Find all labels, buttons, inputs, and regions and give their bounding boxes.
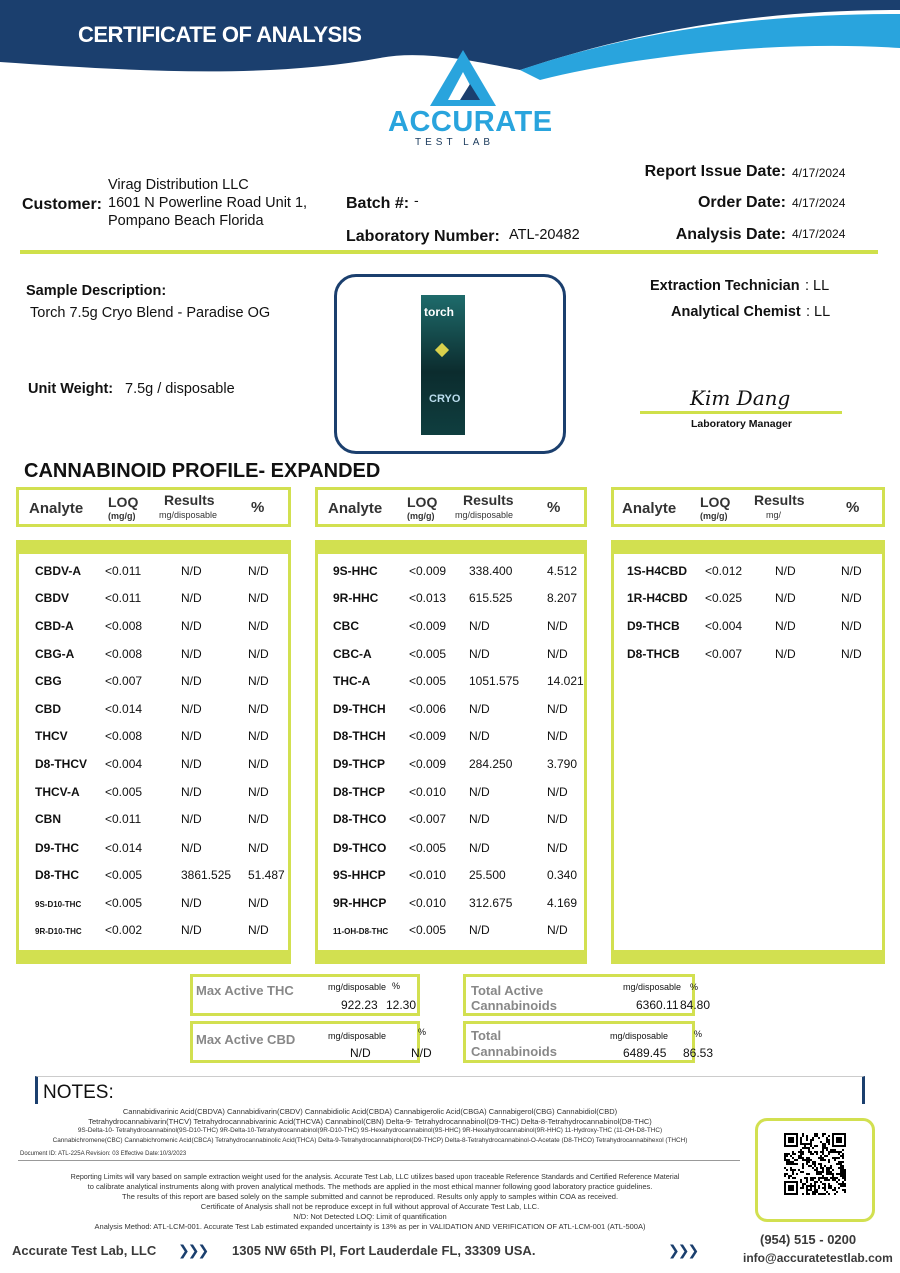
cell-loq: <0.005 bbox=[409, 674, 447, 688]
cell-result: N/D bbox=[181, 757, 202, 771]
unit-weight-label: Unit Weight: bbox=[28, 381, 114, 397]
total-pct-label: % bbox=[694, 1029, 703, 1039]
cell-result: N/D bbox=[469, 729, 490, 743]
analytical-chemist-label: Analytical Chemist bbox=[671, 304, 801, 320]
cell-result: 1051.575 bbox=[469, 674, 520, 688]
cell-result: N/D bbox=[469, 619, 490, 633]
cell-result: N/D bbox=[181, 923, 202, 937]
cell-loq: <0.007 bbox=[409, 812, 447, 826]
laboratory-manager-label: Laboratory Manager bbox=[691, 418, 792, 430]
cell-result: N/D bbox=[181, 564, 202, 578]
footer-address: 1305 NW 65th Pl, Fort Lauderdale FL, 33309 USA. bbox=[232, 1243, 536, 1258]
table-row bbox=[19, 757, 288, 777]
cell-analyte: D8-THCV bbox=[35, 757, 88, 771]
cell-pct: N/D bbox=[248, 619, 269, 633]
header-loq: LOQ bbox=[407, 494, 438, 510]
glossary-line: Tetrahydrocannabivarin(THCV) Tetrahydrocannabivarinic Acid(THCVA) Cannabinol(CBN) Delta-9- Tetrahydrocannabinol(D9-THC) Delta-8-Tetrahydrocannabinol(D8-THC) bbox=[88, 1117, 652, 1126]
table-bar-bottom bbox=[614, 950, 882, 964]
cell-pct: N/D bbox=[841, 564, 862, 578]
cell-analyte: THC-A bbox=[333, 674, 371, 688]
cannabinoid-table-1 bbox=[16, 540, 291, 964]
cell-pct: N/D bbox=[547, 923, 568, 937]
notes-divider bbox=[18, 1160, 740, 1161]
total-label2: Cannabinoids bbox=[471, 1044, 557, 1059]
cell-pct: N/D bbox=[248, 729, 269, 743]
cell-loq: <0.009 bbox=[409, 564, 447, 578]
cell-loq: <0.002 bbox=[105, 923, 143, 937]
logo-triangle-icon bbox=[430, 50, 496, 106]
cell-pct: 14.021 bbox=[547, 674, 584, 688]
cell-pct: N/D bbox=[248, 674, 269, 688]
product-line: CRYO bbox=[429, 393, 461, 405]
cell-pct: N/D bbox=[248, 896, 269, 910]
cell-result: N/D bbox=[775, 619, 796, 633]
table-bar-bottom bbox=[318, 950, 584, 964]
total-active-unit: mg/disposable bbox=[623, 982, 682, 992]
cell-analyte: CBN bbox=[35, 812, 61, 826]
disclaimer-line: Reporting Limits will vary based on sample extraction weight used for the analysis. Accurate Test Lab, LLC utilizes based upon traceable Reference Standards and Certified Reference Material bbox=[70, 1172, 680, 1181]
cell-result: N/D bbox=[775, 591, 796, 605]
cell-loq: <0.007 bbox=[705, 647, 743, 661]
table-header-3 bbox=[611, 487, 885, 527]
cell-analyte: CBC-A bbox=[333, 647, 372, 661]
table-row bbox=[318, 812, 584, 832]
cell-result: N/D bbox=[775, 647, 796, 661]
cell-analyte: 11-OH-D8-THC bbox=[333, 927, 389, 936]
product-image bbox=[421, 295, 465, 435]
cell-loq: <0.005 bbox=[409, 841, 447, 855]
cell-loq: <0.005 bbox=[409, 923, 447, 937]
cell-analyte: 9S-HHCP bbox=[333, 868, 386, 882]
cell-analyte: CBG bbox=[35, 674, 62, 688]
cell-analyte: D8-THCP bbox=[333, 785, 386, 799]
table-row bbox=[19, 647, 288, 667]
extraction-technician-value: : LL bbox=[805, 278, 830, 294]
table-row bbox=[318, 757, 584, 777]
cell-loq: <0.005 bbox=[105, 785, 143, 799]
cell-result: N/D bbox=[181, 896, 202, 910]
table-header-2 bbox=[315, 487, 587, 527]
notes-box bbox=[35, 1076, 865, 1104]
cell-analyte: D8-THC bbox=[35, 868, 79, 882]
cell-analyte: 9R-HHCP bbox=[333, 896, 387, 910]
disclaimer-line: Analysis Method: ATL-LCM-001. Accurate Test Lab estimated expanded uncertainty is 13% as per in VALIDATION AND VERIFICATION OF ATL-LCM-001 (ATL-500A) bbox=[94, 1222, 646, 1231]
footer-phone[interactable]: (954) 515 - 0200 bbox=[760, 1232, 857, 1247]
cell-pct: N/D bbox=[841, 647, 862, 661]
cell-result: N/D bbox=[775, 564, 796, 578]
cell-analyte: D8-THCB bbox=[627, 647, 680, 661]
table-row bbox=[19, 868, 288, 888]
cell-result: N/D bbox=[181, 785, 202, 799]
header-results: Results bbox=[463, 492, 514, 508]
table-row bbox=[19, 729, 288, 749]
customer-info bbox=[108, 176, 307, 230]
cell-loq: <0.011 bbox=[105, 564, 142, 578]
cell-analyte: 9S-D10-THC bbox=[35, 900, 82, 909]
lab-number-label: Laboratory Number: bbox=[346, 228, 500, 245]
total-active-pct-label: % bbox=[690, 982, 699, 992]
customer-address-line2: Pompano Beach Florida bbox=[108, 213, 264, 229]
cannabinoid-table-2 bbox=[315, 540, 587, 964]
cell-analyte: 9R-HHC bbox=[333, 591, 379, 605]
logo-subtext: TEST LAB bbox=[415, 137, 495, 148]
cell-result: 312.675 bbox=[469, 896, 513, 910]
header-pct: % bbox=[846, 499, 860, 516]
report-issue-date-label: Report Issue Date: bbox=[644, 163, 786, 180]
cell-loq: <0.025 bbox=[705, 591, 743, 605]
cell-result: N/D bbox=[469, 702, 490, 716]
header-loq: LOQ bbox=[108, 494, 139, 510]
cell-analyte: CBD-A bbox=[35, 619, 74, 633]
arrow-icon: ❯❯❯ bbox=[668, 1242, 698, 1258]
table-row bbox=[318, 564, 584, 584]
order-date-label: Order Date: bbox=[697, 194, 786, 211]
table-bar-top bbox=[614, 540, 882, 554]
header-results-unit: mg/disposable bbox=[159, 510, 218, 520]
cell-loq: <0.010 bbox=[409, 785, 447, 799]
glossary-line: Cannabidivarinic Acid(CBDVA) Cannabidivarin(CBDV) Cannabidiolic Acid(CBDA) Cannabigerolic Acid(CBGA) Cannabigerol(CBG) Cannabidiol(CBD) bbox=[122, 1107, 618, 1116]
cell-loq: <0.008 bbox=[105, 619, 143, 633]
table-row bbox=[19, 591, 288, 611]
header-analyte: Analyte bbox=[622, 500, 677, 517]
cell-loq: <0.012 bbox=[705, 564, 743, 578]
qr-code-frame bbox=[755, 1118, 875, 1222]
cell-loq: <0.004 bbox=[105, 757, 143, 771]
cell-loq: <0.013 bbox=[409, 591, 447, 605]
cell-pct: N/D bbox=[248, 647, 269, 661]
divider bbox=[20, 250, 878, 254]
table-row bbox=[19, 923, 288, 943]
max-active-cbd-mg: N/D bbox=[350, 1046, 371, 1060]
cell-result: 284.250 bbox=[469, 757, 513, 771]
cell-loq: <0.007 bbox=[105, 674, 143, 688]
cell-pct: N/D bbox=[248, 785, 269, 799]
cell-result: N/D bbox=[181, 619, 202, 633]
cell-analyte: CBDV-A bbox=[35, 564, 82, 578]
document-info: Document ID: ATL-225A Revision: 03 Effective Date:10/3/2023 bbox=[20, 1151, 187, 1157]
glossary-line: 9S-Delta-10- Tetrahydrocannabinol(9S-D10-THC) 9R-Delta-10-Tetrahydrocannabinol(9R-D10-THC) 9S-Hexahydrocannabinol(9S-HHC) 9R-Hexahydrocannabinol(9R-HHC) 11-Hydroxy-THC (11-OH-D8-THC) bbox=[77, 1127, 663, 1134]
header-loq-unit: (mg/g) bbox=[407, 511, 435, 521]
cell-pct: 4.169 bbox=[547, 896, 578, 910]
table-row bbox=[318, 841, 584, 861]
total-pct: 86.53 bbox=[683, 1046, 714, 1060]
cell-loq: <0.014 bbox=[105, 841, 143, 855]
cell-result: N/D bbox=[181, 841, 202, 855]
cell-loq: <0.009 bbox=[409, 619, 447, 633]
header-loq-unit: (mg/g) bbox=[700, 511, 728, 521]
analysis-date-value: 4/17/2024 bbox=[792, 227, 846, 241]
max-active-thc-box bbox=[190, 974, 420, 1016]
diamond-icon bbox=[435, 343, 449, 357]
table-row bbox=[19, 674, 288, 694]
cell-analyte: D8-THCH bbox=[333, 729, 386, 743]
table-row bbox=[318, 729, 584, 749]
max-active-cbd-unit: mg/disposable bbox=[328, 1031, 387, 1041]
batch-label: Batch #: bbox=[346, 195, 410, 212]
max-active-cbd-pct-label: % bbox=[418, 1027, 427, 1037]
total-active-label1: Total Active bbox=[471, 983, 544, 998]
table-row bbox=[318, 702, 584, 722]
cell-result: 615.525 bbox=[469, 591, 513, 605]
table-bar-bottom bbox=[19, 950, 288, 964]
total-active-label2: Cannabinoids bbox=[471, 998, 557, 1013]
cell-loq: <0.009 bbox=[409, 757, 447, 771]
max-active-thc-pct: 12.30 bbox=[386, 998, 417, 1012]
table-row bbox=[318, 785, 584, 805]
cell-analyte: THCV bbox=[35, 729, 68, 743]
cell-analyte: CBD bbox=[35, 702, 61, 716]
table-row bbox=[19, 619, 288, 639]
total-active-mg: 6360.11 bbox=[636, 998, 679, 1012]
cell-analyte: 1R-H4CBD bbox=[627, 591, 688, 605]
table-row bbox=[318, 647, 584, 667]
cell-result: N/D bbox=[469, 647, 490, 661]
disclaimer-line: Certificate of Analysis shall not be reproduce except in full without approval of Accurate Test Lab, LLC. bbox=[200, 1202, 540, 1211]
table-row bbox=[318, 674, 584, 694]
max-active-thc-mg: 922.23 bbox=[341, 998, 378, 1012]
cell-pct: N/D bbox=[248, 757, 269, 771]
cell-result: N/D bbox=[469, 785, 490, 799]
cell-pct: N/D bbox=[248, 702, 269, 716]
cell-pct: N/D bbox=[841, 619, 862, 633]
cell-result: N/D bbox=[181, 729, 202, 743]
cell-result: 25.500 bbox=[469, 868, 506, 882]
max-active-cbd-box bbox=[190, 1021, 432, 1063]
logo-text: ACCURATE bbox=[388, 106, 553, 138]
cell-pct: N/D bbox=[547, 812, 568, 826]
profile-title: CANNABINOID PROFILE- EXPANDED bbox=[24, 460, 381, 482]
table-row bbox=[19, 702, 288, 722]
cell-pct: N/D bbox=[248, 812, 269, 826]
cell-loq: <0.005 bbox=[105, 868, 143, 882]
cell-result: N/D bbox=[469, 841, 490, 855]
cell-analyte: 1S-H4CBD bbox=[627, 564, 688, 578]
cell-loq: <0.009 bbox=[409, 729, 447, 743]
cell-result: N/D bbox=[181, 702, 202, 716]
cell-analyte: D9-THCB bbox=[627, 619, 680, 633]
qr-code-icon[interactable] bbox=[784, 1133, 846, 1195]
cell-analyte: D8-THCO bbox=[333, 812, 387, 826]
max-active-thc-label: Max Active THC bbox=[196, 983, 294, 998]
cell-loq: <0.010 bbox=[409, 868, 447, 882]
disclaimer-line: The results of this report are based solely on the sample submitted and cannot be reproduced. Results only apply to samples within COA as received. bbox=[121, 1192, 619, 1201]
header-pct: % bbox=[251, 499, 265, 516]
header-results-unit: mg/disposable bbox=[455, 510, 514, 520]
table-header-1 bbox=[16, 487, 291, 527]
total-label1: Total bbox=[471, 1028, 502, 1043]
header-results: Results bbox=[164, 492, 215, 508]
signature-line bbox=[640, 411, 842, 414]
total-active-cannabinoids-box bbox=[463, 974, 711, 1016]
cell-analyte: D9-THCO bbox=[333, 841, 387, 855]
cell-loq: <0.005 bbox=[409, 647, 447, 661]
table-row bbox=[19, 564, 288, 584]
cell-pct: 3.790 bbox=[547, 757, 578, 771]
cell-result: N/D bbox=[181, 674, 202, 688]
header-pct: % bbox=[547, 499, 561, 516]
extraction-technician-label: Extraction Technician bbox=[650, 278, 800, 294]
header-results-unit: mg/ bbox=[766, 510, 782, 520]
cell-result: 3861.525 bbox=[181, 868, 232, 882]
table-row bbox=[318, 923, 584, 943]
cell-pct: N/D bbox=[841, 591, 862, 605]
cell-loq: <0.008 bbox=[105, 729, 143, 743]
customer-label: Customer: bbox=[22, 196, 103, 213]
table-row bbox=[318, 619, 584, 639]
cell-pct: N/D bbox=[547, 841, 568, 855]
cell-pct: 8.207 bbox=[547, 591, 578, 605]
cell-pct: N/D bbox=[547, 647, 568, 661]
cell-pct: N/D bbox=[547, 619, 568, 633]
max-active-thc-pct-label: % bbox=[392, 981, 401, 991]
cell-pct: N/D bbox=[547, 785, 568, 799]
cell-analyte: D9-THCP bbox=[333, 757, 386, 771]
order-date-value: 4/17/2024 bbox=[792, 196, 846, 210]
table-row bbox=[19, 896, 288, 916]
total-cannabinoids-box bbox=[463, 1021, 714, 1063]
sample-description-value: Torch 7.5g Cryo Blend - Paradise OG bbox=[30, 305, 271, 321]
table-row bbox=[318, 896, 584, 916]
cell-loq: <0.006 bbox=[409, 702, 447, 716]
cell-analyte: CBDV bbox=[35, 591, 70, 605]
product-brand: torch bbox=[424, 305, 454, 319]
cell-loq: <0.010 bbox=[409, 896, 447, 910]
analysis-date-label: Analysis Date: bbox=[675, 226, 786, 243]
table-row bbox=[318, 868, 584, 888]
cell-result: N/D bbox=[181, 591, 202, 605]
cell-analyte: D9-THC bbox=[35, 841, 79, 855]
cell-result: N/D bbox=[469, 923, 490, 937]
header-analyte: Analyte bbox=[29, 500, 84, 517]
customer-address-line1: 1601 N Powerline Road Unit 1, bbox=[108, 195, 308, 211]
table-row bbox=[19, 812, 288, 832]
table-row bbox=[614, 564, 882, 584]
table-row bbox=[614, 591, 882, 611]
table-row bbox=[19, 841, 288, 861]
cell-analyte: 9R-D10-THC bbox=[35, 927, 82, 936]
total-mg: 6489.45 bbox=[623, 1046, 667, 1060]
customer-name: Virag Distribution LLC bbox=[108, 177, 249, 193]
table-bar-top bbox=[318, 540, 584, 554]
sample-description-label: Sample Description: bbox=[26, 283, 167, 299]
cell-pct: N/D bbox=[547, 729, 568, 743]
table-bar-top bbox=[19, 540, 288, 554]
cell-pct: N/D bbox=[248, 923, 269, 937]
cell-pct: 51.487 bbox=[248, 868, 285, 882]
notes-title: NOTES: bbox=[43, 1082, 114, 1103]
cell-result: 338.400 bbox=[469, 564, 513, 578]
table-row bbox=[614, 647, 882, 667]
max-active-thc-unit: mg/disposable bbox=[328, 982, 387, 992]
disclaimer-line: to calibrate analytical instruments along with proven analytical methods. The methods are applied in the most ethical manner following good laboratory practice guidelines. bbox=[87, 1182, 653, 1191]
total-active-pct: 84.80 bbox=[680, 998, 711, 1012]
cell-loq: <0.004 bbox=[705, 619, 743, 633]
header-loq: LOQ bbox=[700, 494, 731, 510]
cell-pct: N/D bbox=[248, 564, 269, 578]
max-active-cbd-pct: N/D bbox=[411, 1046, 432, 1060]
cell-result: N/D bbox=[181, 647, 202, 661]
cell-result: N/D bbox=[469, 812, 490, 826]
cell-loq: <0.008 bbox=[105, 647, 143, 661]
cannabinoid-table-3 bbox=[611, 540, 885, 964]
cell-analyte: 9S-HHC bbox=[333, 564, 378, 578]
cell-loq: <0.011 bbox=[105, 591, 142, 605]
table-row bbox=[318, 591, 584, 611]
header-results: Results bbox=[754, 492, 805, 508]
table-row bbox=[614, 619, 882, 639]
document-title: CERTIFICATE OF ANALYSIS bbox=[78, 22, 362, 47]
cell-analyte: THCV-A bbox=[35, 785, 80, 799]
cell-analyte: D9-THCH bbox=[333, 702, 386, 716]
cell-pct: N/D bbox=[547, 702, 568, 716]
cell-analyte: CBC bbox=[333, 619, 359, 633]
footer-email[interactable]: info@accuratetestlab.com bbox=[743, 1251, 893, 1265]
cell-analyte: CBG-A bbox=[35, 647, 75, 661]
cell-result: N/D bbox=[181, 812, 202, 826]
header-analyte: Analyte bbox=[328, 500, 383, 517]
disclaimer-line: N/D: Not Detected LOQ: Limit of quantification bbox=[293, 1212, 447, 1221]
cell-pct: 4.512 bbox=[547, 564, 578, 578]
report-issue-date-value: 4/17/2024 bbox=[792, 166, 846, 180]
footer-company: Accurate Test Lab, LLC bbox=[12, 1243, 157, 1258]
cell-pct: 0.340 bbox=[547, 868, 578, 882]
table-row bbox=[19, 785, 288, 805]
max-active-cbd-label: Max Active CBD bbox=[196, 1032, 296, 1047]
cell-loq: <0.011 bbox=[105, 812, 142, 826]
analytical-chemist-value: : LL bbox=[806, 304, 831, 320]
unit-weight-value: 7.5g / disposable bbox=[125, 381, 235, 397]
batch-value: - bbox=[414, 192, 419, 208]
signature: Kim Dang bbox=[690, 386, 791, 410]
lab-number-value: ATL-20482 bbox=[509, 227, 580, 243]
cell-pct: N/D bbox=[248, 591, 269, 605]
cell-loq: <0.014 bbox=[105, 702, 143, 716]
total-unit: mg/disposable bbox=[610, 1031, 669, 1041]
arrow-icon: ❯❯❯ bbox=[178, 1242, 208, 1258]
header-loq-unit: (mg/g) bbox=[108, 511, 136, 521]
product-image-frame bbox=[334, 274, 566, 454]
cell-loq: <0.005 bbox=[105, 896, 143, 910]
glossary-line: Cannabichromene(CBC) Cannabichromenic Acid(CBCA) Tetrahydrocannabinolic Acid(THCA) Delta-9-Tetrahydrocannabiphorol(D9-THCP) Delta-8-Tetrahydrocannabinol-O-Acetate (D8-THCO) Tetrahydrocannabihexol (THCH) bbox=[52, 1137, 688, 1144]
cell-pct: N/D bbox=[248, 841, 269, 855]
